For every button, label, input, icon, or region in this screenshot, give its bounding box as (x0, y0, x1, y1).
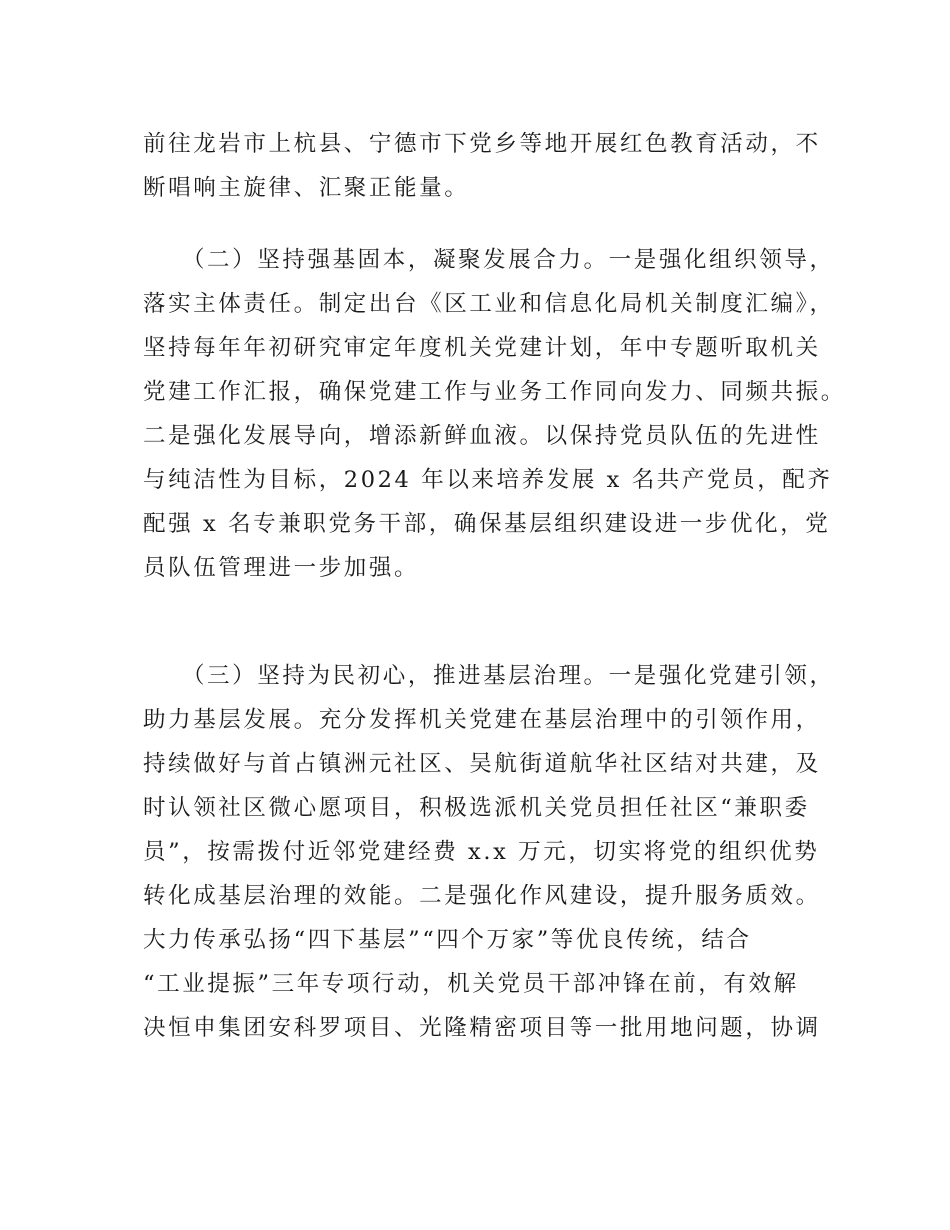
text-line: 助力基层发展。充分发挥机关党建在基层治理中的引领作用， (143, 707, 821, 733)
text-line: 员队伍管理进一步加强。 (143, 555, 420, 581)
paragraph-section-two (143, 238, 846, 590)
text-line: 二是强化发展导向，增添新鲜血液。以保持党员队伍的先进性 (143, 423, 821, 449)
text-line: （二）坚持强基固本，凝聚发展合力。一是强化组织领导， (143, 247, 835, 273)
text-line: “工业提振”三年专项行动，机关党员干部冲锋在前，有效解 (143, 971, 799, 997)
text-line: 持续做好与首占镇洲元社区、吴航街道航华社区结对共建，及 (143, 751, 821, 777)
text-line: 坚持每年年初研究审定年度机关党建计划，年中专题听取机关 (143, 335, 821, 361)
text-line: 前往龙岩市上杭县、宁德市下党乡等地开展红色教育活动，不 (143, 131, 821, 157)
text-line: （三）坚持为民初心，推进基层治理。一是强化党建引领， (143, 663, 835, 689)
text-line: 配强 x 名专兼职党务干部，确保基层组织建设进一步优化，党 (143, 511, 831, 537)
text-line: 党建工作汇报，确保党建工作与业务工作同向发力、同频共振。 (143, 379, 846, 405)
text-line: 大力传承弘扬“四下基层”“四个万家”等优良传统，结合 (143, 927, 752, 953)
text-line: 决恒申集团安科罗项目、光隆精密项目等一批用地问题，协调 (143, 1015, 821, 1041)
text-line: 断唱响主旋律、汇聚正能量。 (143, 175, 470, 201)
text-line: 落实主体责任。制定出台《区工业和信息化局机关制度汇编》， (143, 291, 835, 317)
text-line: 时认领社区微心愿项目，积极选派机关党员担任社区“兼职委 (143, 795, 810, 821)
paragraph-section-three (143, 654, 835, 1050)
text-line: 员”，按需拨付近邻党建经费 x.x 万元，切实将党的组织优势 (143, 839, 820, 865)
paragraph-red-education (143, 122, 823, 210)
text-line: 转化成基层治理的效能。二是强化作风建设，提升服务质效。 (143, 883, 821, 909)
text-line: 与纯洁性为目标，2024 年以来培养发展 x 名共产党员，配齐 (143, 467, 833, 493)
